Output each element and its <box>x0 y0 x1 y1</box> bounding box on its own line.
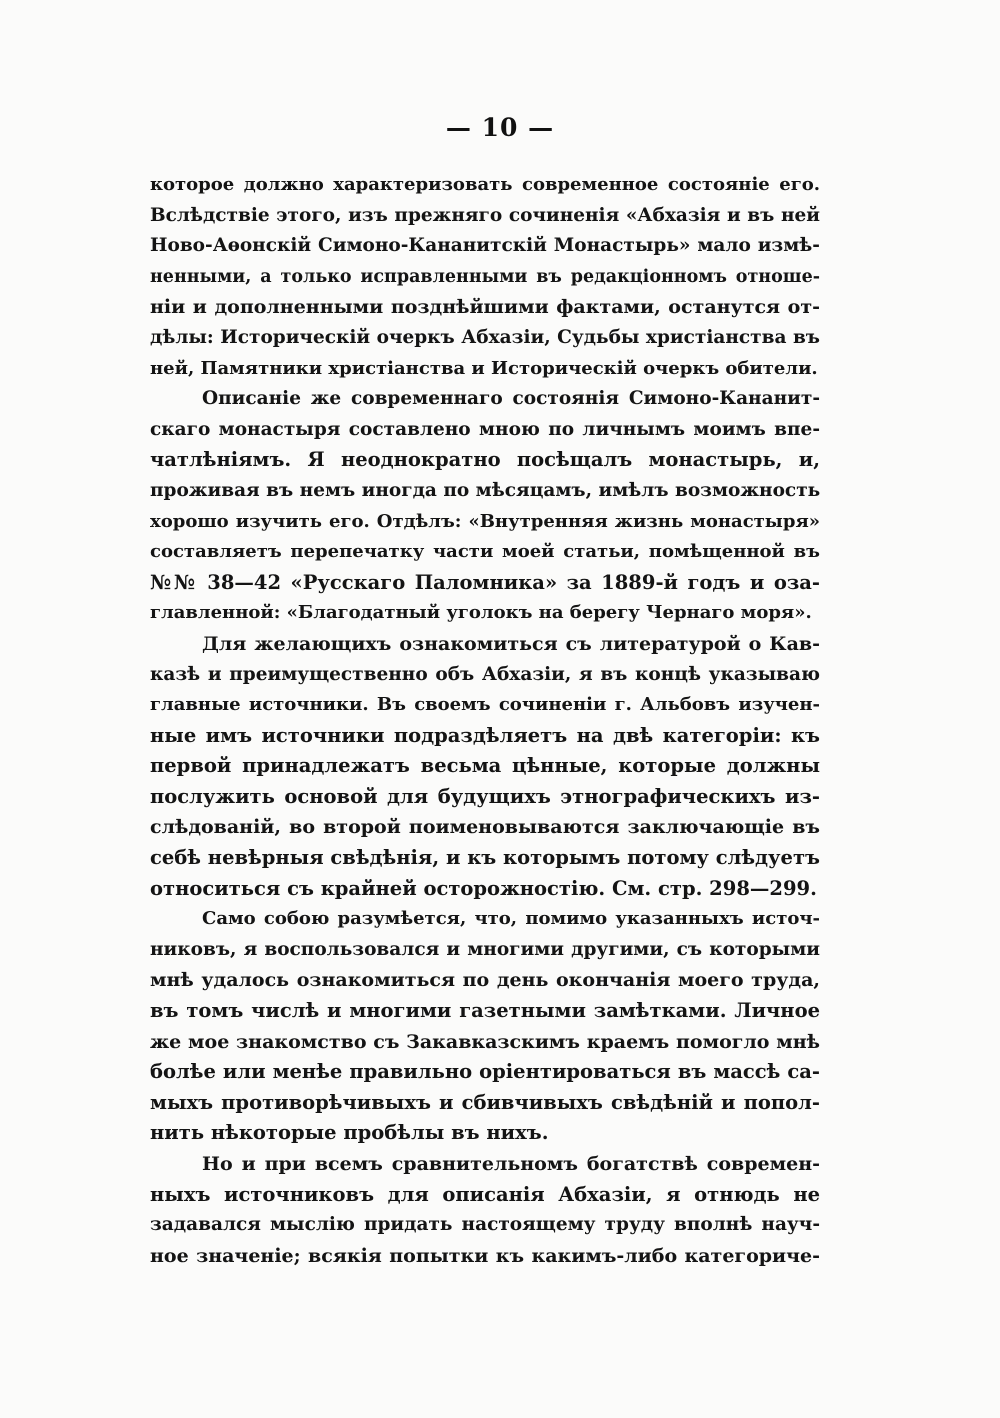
text-line: дѣлы: Историческiй очеркъ Абхазiи, Судьбы христiанства въ <box>150 326 820 348</box>
text-line: чатлѣнiямъ. Я неоднократно посѣщалъ монастырь, и, <box>150 448 820 472</box>
text-line: слѣдованiй, во второй поименовываются заключающiе въ <box>150 816 820 839</box>
text-line: Но и при всемъ сравнительномъ богатствѣ современ- <box>202 1153 820 1175</box>
text-line: мыхъ противорѣчивыхъ и сбивчивыхъ свѣдѣнiй и попол- <box>150 1090 820 1114</box>
text-line: себѣ невѣрныя свѣдѣнiя, и къ которымъ потому слѣдуетъ <box>150 846 820 870</box>
text-line: въ томъ числѣ и многими газетными замѣтками. Личное <box>150 999 820 1023</box>
text-line: Само собою разумѣется, что, помимо указанныхъ источ- <box>202 908 820 930</box>
text-line: Описанiе же современнаго состоянiя Симоно-Кананит- <box>202 388 820 410</box>
text-line: ненными, а только исправленными въ редакцiонномъ отноше- <box>150 266 820 287</box>
text-line: проживая въ немъ иногда по мѣсяцамъ, имѣлъ возможность <box>150 479 821 501</box>
text-line: никовъ, я воспользовался и многими другими, съ которыми <box>150 938 820 960</box>
page-number: — 10 — <box>445 113 555 142</box>
text-line: главные источники. Въ своемъ сочиненiи г. Альбовъ изучен- <box>150 694 820 716</box>
text-line: ное значенiе; всякiя попытки къ какимъ-либо категориче- <box>150 1244 820 1267</box>
text-line: Вслѣдствiе этого, изъ прежняго сочиненiя «Абхазiя и въ ней <box>150 204 820 226</box>
text-line: составляетъ перепечатку части моей статьи, помѣщенной въ <box>150 541 820 563</box>
text-line: скаго монастыря составлено мною по личнымъ моимъ впе- <box>150 418 820 440</box>
text-line: мнѣ удалось ознакомиться по день окончанiя моего труда, <box>150 969 820 992</box>
text-line: первой принадлежатъ весьма цѣнные, которые должны <box>150 754 820 778</box>
text-line: ныхъ источниковъ для описанiя Абхазiи, я отнюдь не <box>150 1182 820 1206</box>
text-line: главленной: «Благодатный уголокъ на берегу Чернаго моря». <box>150 602 812 624</box>
text-line: относиться съ крайней осторожностiю. См. стр. 298—299. <box>150 876 817 900</box>
text-line: ней, Памятники христiанства и Историческiй очеркъ обители. <box>150 357 818 379</box>
text-line: казѣ и преимущественно объ Абхазiи, я въ концѣ указываю <box>150 663 820 685</box>
text-line: нiи и дополненными позднѣйшими фактами, останутся от- <box>150 296 820 319</box>
text-line: задавался мыслiю придать настоящему труду вполнѣ науч- <box>150 1214 820 1236</box>
text-line: Для желающихъ ознакомиться съ литературой о Кав- <box>202 632 820 655</box>
text-line: хорошо изучить его. Отдѣлъ: «Внутренняя жизнь монастыря» <box>150 510 820 532</box>
text-line: же мое знакомство съ Закавказскимъ краемъ помогло мнѣ <box>150 1030 820 1053</box>
text-line: которое должно характеризовать современное состоянiе его. <box>150 174 820 195</box>
text-line: послужить основой для будущихъ этнографическихъ из- <box>150 784 820 808</box>
text-line: болѣе или менѣе правильно орiентироваться въ массѣ са- <box>150 1060 820 1084</box>
body-text <box>150 170 820 1271</box>
text-line: Ново-Аѳонскiй Симоно-Кананитскiй Монастырь» мало измѣ- <box>150 235 820 257</box>
text-line: №№ 38—42 «Русскаго Паломника» за 1889-й годъ и оза- <box>150 570 820 594</box>
text-line: нить нѣкоторые пробѣлы въ нихъ. <box>150 1121 549 1145</box>
text-line: ные имъ источники подраздѣляетъ на двѣ категорiи: къ <box>150 723 820 747</box>
